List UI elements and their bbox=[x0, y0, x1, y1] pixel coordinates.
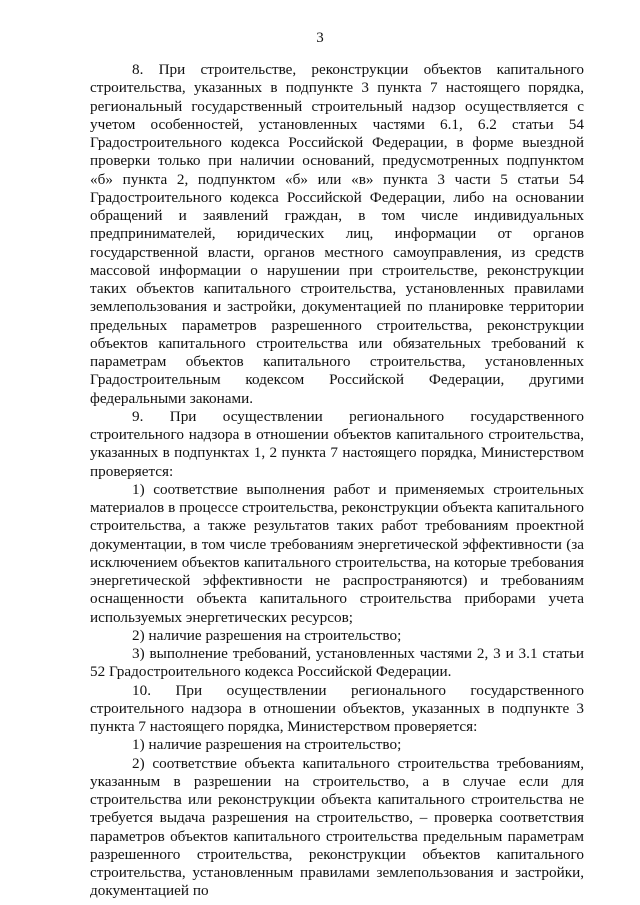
paragraph-10-item-1: 1) наличие разрешения на строительство; bbox=[132, 736, 402, 754]
paragraph-9-item-2: 2) наличие разрешения на строительство; bbox=[132, 626, 402, 644]
paragraph-9: 9. При осуществлении регионального государственного строительного надзора в отношении объектов капитального строительства, указанных в подпунктах 1, 2 пункта 7 настоящего порядка, Министерством проверяется: bbox=[90, 407, 584, 480]
paragraph-10: 10. При осуществлении регионального государственного строительного надзора в отношении объектов, указанных в подпункте 3 пункта 7 настоящего порядка, Министерством проверяется: bbox=[90, 681, 584, 735]
paragraph-9-item-1: 1) соответствие выполнения работ и применяемых строительных материалов в процессе строительства, реконструкции объекта капитального строительства, а также результатов таких работ требованиям проектной документации, в том числе требованиям энергетической эффективности (за исключением объектов капитального строительства, на которые требования энергетической эффективности не распространяются) и требованиям оснащенности объекта капитального строительства приборами учета используемых энергетических ресурсов; bbox=[90, 480, 584, 626]
paragraph-9-item-3: 3) выполнение требований, установленных частями 2, 3 и 3.1 статьи 52 Градостроительного кодекса Российской Федерации. bbox=[90, 645, 584, 681]
document-body bbox=[90, 61, 584, 901]
page-number: 3 bbox=[316, 30, 324, 46]
paragraph-10-item-2: 2) соответствие объекта капитального строительства требованиям, указанным в разрешении на строительство, а в случае если для строительства или реконструкции объекта капитального строительства не требуется выдача разрешения на строительство, – проверка соответствия параметров объектов капитального строительства предельным параметрам разрешенного строительства, реконструкции объектов капитального строительства, установленным правилами землепользования и застройки, документацией по bbox=[90, 754, 584, 900]
paragraph-8: 8. При строительстве, реконструкции объектов капитального строительства, указанных в подпункте 3 пункта 7 настоящего порядка, региональный государственный строительный надзор осуществляется с учетом особенностей, установленных частями 6.1, 6.2 статьи 54 Градостроительного кодекса Российской Федерации, в форме выездной проверки только при наличии оснований, предусмотренных подпунктом «б» пункта 2, подпунктом «б» или «в» пункта 3 части 5 статьи 54 Градостроительного кодекса Российской Федерации, либо на основании обращений и заявлений граждан, в том числе индивидуальных предпринимателей, юридических лиц, информации от органов государственной власти, органов местного самоуправления, из средств массовой информации о нарушении при строительстве, реконструкции таких объектов капитального строительства, установленных правилами землепользования и застройки, документацией по планировке территории предельных параметров разрешенного строительства, реконструкции объектов капитального строительства или обязательных требований к параметрам объектов капитального строительства, установленных Градостроительным кодексом Российской Федерации, другими федеральными законами. bbox=[90, 61, 584, 407]
